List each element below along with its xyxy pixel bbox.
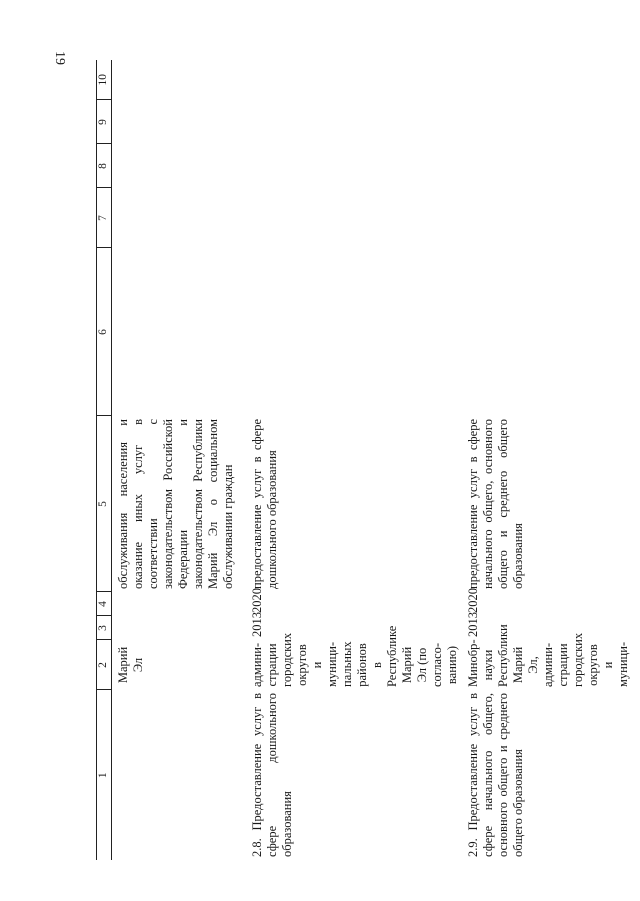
col-num-4: 4: [97, 592, 112, 616]
cell-result: предоставление услуг в сфере дошкольного образования: [250, 419, 279, 589]
cell-start-year: [112, 616, 245, 640]
table-row: [112, 60, 245, 860]
col-num-5: 5: [97, 416, 112, 592]
cell-start-year: 2013: [250, 612, 264, 637]
cell-executor: Марий Эл: [116, 646, 145, 684]
column-number-row: [97, 60, 112, 860]
col-num-1: 1: [97, 690, 112, 860]
cell-executor: Минобр- науки Республики Марий Эл, админи- страции городских округов и муници-: [466, 624, 630, 687]
col-num-2: 2: [97, 640, 112, 690]
cell-end-year: [112, 592, 245, 616]
col-num-10: 10: [97, 60, 112, 100]
cell-measure: [112, 690, 245, 860]
cell-end-year: 2020: [466, 588, 480, 613]
cell-end-year: 2020: [250, 588, 264, 613]
rotated-table-sheet: [96, 60, 630, 860]
cell-measure: 2.8. Предоставление услуг в сфере дошкольного образования: [250, 693, 294, 857]
program-table: [96, 60, 631, 860]
col-num-8: 8: [97, 144, 112, 188]
cell-measure: 2.9. Предоставление услуг в сфере начального общего, основного общего и среднего общего образования: [466, 693, 525, 857]
table-row: [244, 60, 460, 860]
col-num-3: 3: [97, 616, 112, 640]
cell-start-year: 2013: [466, 612, 480, 637]
col-num-7: 7: [97, 188, 112, 248]
col-num-9: 9: [97, 100, 112, 144]
page-number: 19: [52, 51, 67, 65]
table-row: [460, 60, 631, 860]
cell-executor: админи- страции городских округов и муници- пальных районов в Республике Марий Эл (по согласо- ванию): [250, 625, 459, 687]
cell-result: предоставление услуг в сфере начального общего, основного общего и среднего общего образования: [466, 419, 525, 589]
col-num-6: 6: [97, 248, 112, 416]
cell-result: обслуживания населения и оказание иных услуг в соответствии с законодательством Российской Федерации и законодательством Республики Марий Эл о социальном обслуживании граждан: [116, 419, 235, 589]
